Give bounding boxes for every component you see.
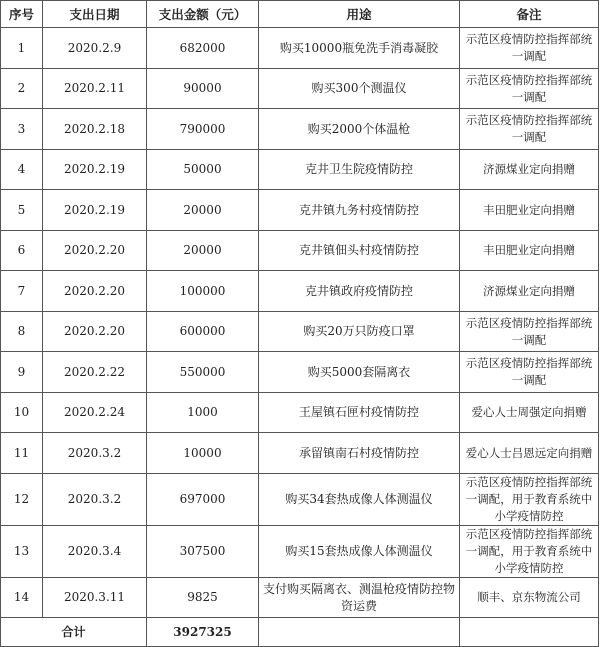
cell-no-text: 4 — [17, 162, 26, 176]
cell-amount — [147, 231, 259, 271]
table-row — [1, 393, 599, 433]
cell-note — [460, 28, 599, 69]
cell-note — [460, 526, 599, 578]
cell-note-text: 济源煤业定向捐赠 — [483, 162, 575, 176]
cell-no-text: 12 — [13, 492, 30, 506]
cell-date-text: 2020.2.20 — [63, 324, 126, 338]
cell-amount — [147, 578, 259, 618]
cell-note-text: 示范区疫情防控指挥部统一调配 — [465, 315, 593, 347]
total-note-empty — [460, 618, 599, 647]
cell-amount-text: 50000 — [183, 162, 222, 176]
cell-use-text: 克井镇佃头村疫情防控 — [298, 243, 419, 257]
cell-no — [1, 474, 43, 526]
cell-note-text: 示范区疫情防控指挥部统一调配，用于教育系统中小学疫情防控 — [465, 527, 593, 575]
cell-date-text: 2020.2.11 — [63, 81, 126, 95]
cell-note-text: 示范区疫情防控指挥部统一调配 — [465, 113, 593, 144]
cell-date-text: 2020.2.22 — [63, 364, 126, 379]
header-no: 序号 — [1, 1, 43, 28]
cell-no — [1, 352, 43, 393]
cell-date — [43, 433, 147, 474]
cell-no — [1, 231, 43, 271]
cell-use-text: 购买20万只防疫口罩 — [303, 324, 415, 338]
cell-amount-text: 697000 — [179, 492, 226, 506]
cell-no-text: 8 — [17, 324, 26, 338]
cell-note — [460, 109, 599, 150]
cell-no — [1, 393, 43, 433]
cell-use-text: 克井镇政府疫情防控 — [304, 283, 413, 298]
cell-no — [1, 312, 43, 352]
cell-date-text: 2020.2.19 — [63, 202, 126, 217]
cell-note — [460, 312, 599, 352]
cell-amount-text: 9825 — [187, 590, 218, 604]
table-row — [1, 271, 599, 312]
cell-date — [43, 352, 147, 393]
cell-note — [460, 69, 599, 109]
total-row — [1, 618, 599, 647]
cell-amount-text: 20000 — [183, 202, 222, 217]
cell-note — [460, 231, 599, 271]
cell-note — [460, 150, 599, 190]
cell-date-text: 2020.2.9 — [67, 40, 122, 55]
cell-note-text: 济源煤业定向捐赠 — [483, 283, 575, 298]
table-row — [1, 109, 599, 150]
cell-amount-text: 790000 — [179, 121, 226, 136]
cell-amount — [147, 150, 259, 190]
cell-date — [43, 312, 147, 352]
cell-use — [259, 69, 460, 109]
table-row — [1, 190, 599, 231]
total-use-empty — [259, 618, 460, 647]
cell-use-text: 购买10000瓶免洗手消毒凝胶 — [279, 40, 439, 55]
cell-amount-text: 682000 — [179, 40, 226, 55]
cell-note — [460, 271, 599, 312]
cell-amount-text: 550000 — [179, 364, 226, 379]
cell-use — [259, 526, 460, 578]
table-row — [1, 69, 599, 109]
cell-use-text: 购买5000套隔离衣 — [307, 364, 411, 379]
cell-date-text: 2020.3.11 — [63, 590, 126, 604]
cell-note — [460, 433, 599, 474]
cell-use — [259, 150, 460, 190]
table-row — [1, 578, 599, 618]
cell-date — [43, 526, 147, 578]
cell-note — [460, 578, 599, 618]
cell-amount — [147, 526, 259, 578]
cell-amount — [147, 474, 259, 526]
cell-use — [259, 28, 460, 69]
cell-date-text: 2020.2.18 — [63, 121, 126, 136]
cell-use-text: 购买2000个体温枪 — [307, 121, 411, 136]
cell-amount — [147, 312, 259, 352]
cell-date — [43, 231, 147, 271]
cell-note-text: 示范区疫情防控指挥部统一调配 — [465, 32, 593, 63]
cell-no — [1, 190, 43, 231]
cell-note — [460, 474, 599, 526]
cell-date-text: 2020.2.24 — [63, 405, 126, 419]
cell-no — [1, 526, 43, 578]
cell-date — [43, 69, 147, 109]
cell-amount — [147, 433, 259, 474]
cell-no — [1, 28, 43, 69]
cell-note — [460, 393, 599, 433]
cell-use-text: 王屋镇石匣村疫情防控 — [298, 405, 419, 419]
cell-no-text: 1 — [17, 40, 26, 55]
cell-note-text: 顺丰、京东物流公司 — [477, 590, 581, 604]
cell-amount-text: 10000 — [183, 445, 222, 460]
cell-amount-text: 600000 — [179, 324, 226, 338]
table-row — [1, 526, 599, 578]
table-body — [1, 28, 599, 618]
cell-date-text: 2020.3.4 — [67, 544, 122, 558]
cell-amount — [147, 352, 259, 393]
cell-use — [259, 578, 460, 618]
cell-no-text: 11 — [13, 445, 30, 460]
cell-note — [460, 190, 599, 231]
cell-no — [1, 109, 43, 150]
header-use: 用途 — [259, 1, 460, 28]
cell-use-text: 购买300个测温仪 — [311, 81, 407, 95]
cell-amount-text: 307500 — [179, 544, 226, 558]
cell-use — [259, 312, 460, 352]
cell-use — [259, 109, 460, 150]
cell-use-text: 克井镇九务村疫情防控 — [298, 202, 419, 217]
cell-amount — [147, 271, 259, 312]
cell-no-text: 13 — [13, 544, 30, 558]
cell-amount — [147, 190, 259, 231]
cell-note-text: 丰田肥业定向捐赠 — [483, 243, 575, 257]
cell-no-text: 9 — [17, 364, 26, 379]
cell-date-text: 2020.3.2 — [67, 492, 122, 506]
cell-no-text: 10 — [13, 405, 30, 419]
cell-note-text: 示范区疫情防控指挥部统一调配，用于教育系统中小学疫情防控 — [465, 475, 593, 523]
cell-use — [259, 190, 460, 231]
cell-date — [43, 109, 147, 150]
cell-no-text: 2 — [17, 81, 26, 95]
cell-note-text: 爱心人士周强定向捐赠 — [471, 405, 587, 419]
cell-no — [1, 150, 43, 190]
cell-note-text: 示范区疫情防控指挥部统一调配 — [465, 356, 593, 387]
cell-amount-text: 100000 — [179, 283, 226, 298]
table-row — [1, 231, 599, 271]
cell-use — [259, 231, 460, 271]
cell-no-text: 3 — [17, 121, 26, 136]
cell-amount-text: 20000 — [183, 243, 222, 257]
cell-amount — [147, 28, 259, 69]
header-row — [1, 1, 599, 28]
cell-date-text: 2020.3.2 — [67, 445, 122, 460]
table-row — [1, 312, 599, 352]
cell-use — [259, 271, 460, 312]
total-label: 合计 — [1, 618, 147, 647]
cell-no-text: 5 — [17, 202, 26, 217]
cell-amount — [147, 69, 259, 109]
cell-no — [1, 69, 43, 109]
table-row — [1, 474, 599, 526]
header-amount: 支出金额（元） — [147, 1, 259, 28]
cell-use-text: 支付购买隔离衣、测温枪疫情防控物资运费 — [262, 581, 455, 613]
cell-use-text: 克井卫生院疫情防控 — [304, 162, 413, 176]
cell-use — [259, 433, 460, 474]
cell-use-text: 购买15套热成像人体测温仪 — [285, 544, 433, 558]
cell-date — [43, 190, 147, 231]
cell-use-text: 承留镇南石村疫情防控 — [298, 445, 419, 460]
table-row — [1, 28, 599, 69]
cell-date — [43, 393, 147, 433]
cell-no-text: 14 — [13, 590, 30, 604]
table-row — [1, 433, 599, 474]
cell-note-text: 示范区疫情防控指挥部统一调配 — [465, 72, 593, 104]
cell-date — [43, 150, 147, 190]
cell-amount-text: 1000 — [187, 405, 218, 419]
cell-no-text: 7 — [17, 283, 26, 298]
total-amount: 3927325 — [147, 618, 259, 647]
table-row — [1, 150, 599, 190]
cell-amount — [147, 393, 259, 433]
cell-amount-text: 90000 — [183, 81, 222, 95]
cell-date — [43, 28, 147, 69]
cell-use — [259, 393, 460, 433]
cell-date-text: 2020.2.20 — [63, 243, 126, 257]
cell-date — [43, 271, 147, 312]
cell-note — [460, 352, 599, 393]
cell-no-text: 6 — [17, 243, 26, 257]
table-row — [1, 352, 599, 393]
cell-amount — [147, 109, 259, 150]
cell-note-text: 丰田肥业定向捐赠 — [483, 202, 575, 217]
cell-date — [43, 578, 147, 618]
cell-use-text: 购买34套热成像人体测温仪 — [285, 492, 433, 506]
cell-note-text: 爱心人士吕恩远定向捐赠 — [465, 445, 593, 460]
header-note: 备注 — [460, 1, 599, 28]
cell-no — [1, 271, 43, 312]
cell-use — [259, 352, 460, 393]
cell-no — [1, 433, 43, 474]
cell-no — [1, 578, 43, 618]
cell-date-text: 2020.2.19 — [63, 162, 126, 176]
cell-date — [43, 474, 147, 526]
cell-date-text: 2020.2.20 — [63, 283, 126, 298]
header-date: 支出日期 — [43, 1, 147, 28]
cell-use — [259, 474, 460, 526]
